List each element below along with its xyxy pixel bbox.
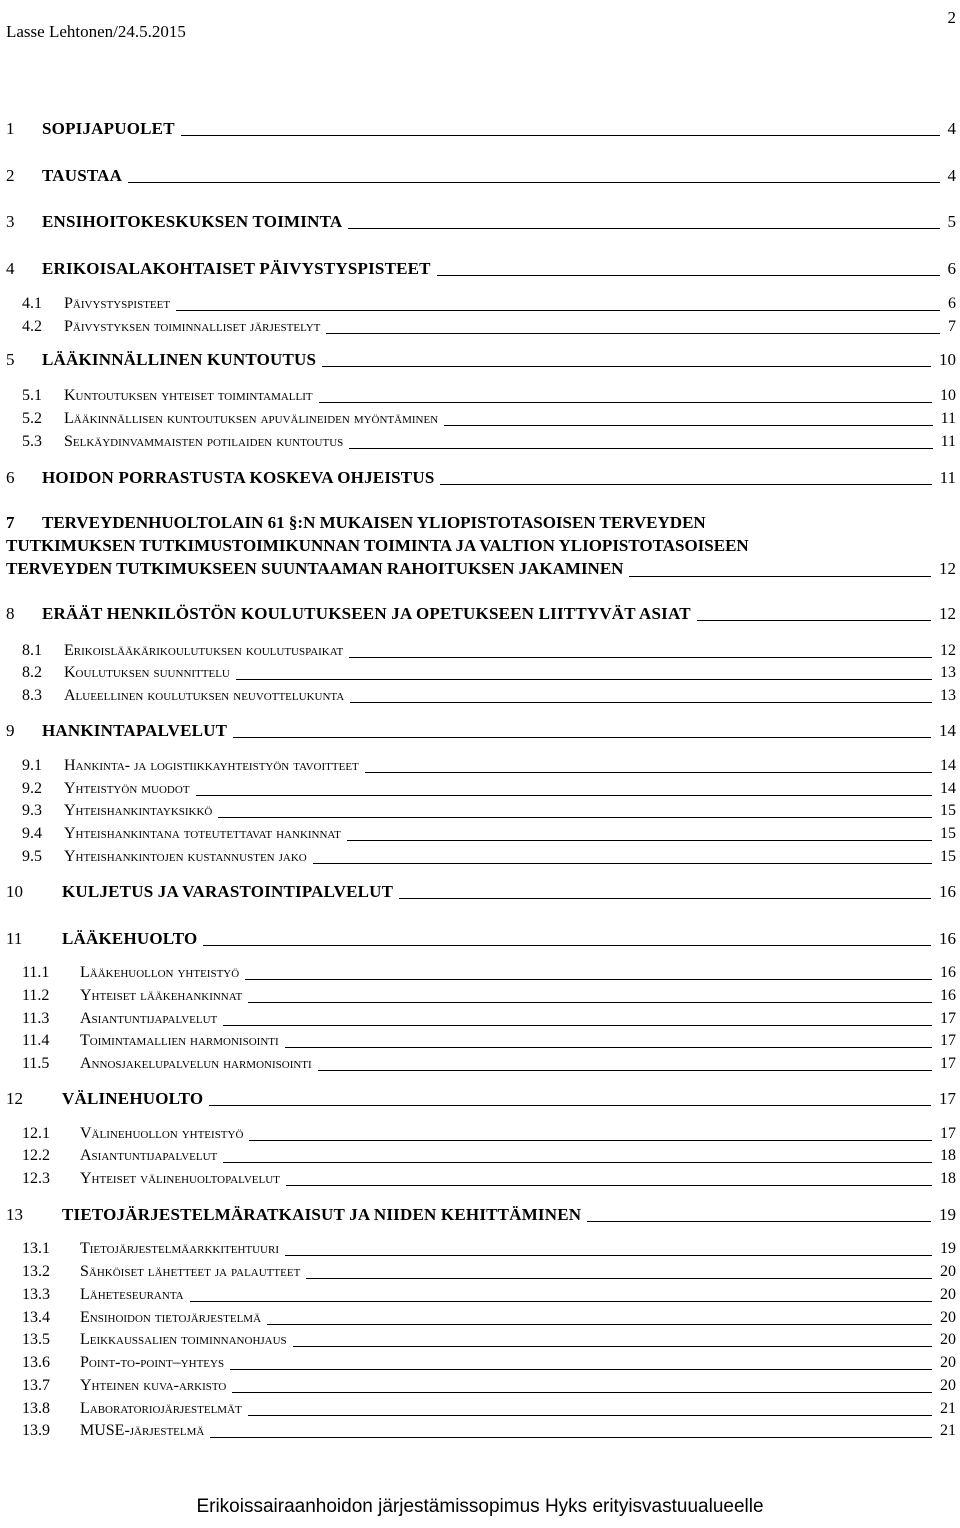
toc-page: 13 [940, 687, 956, 704]
toc-title: LÄÄKINNÄLLINEN KUNTOUTUS [42, 350, 317, 369]
toc-page: 20 [940, 1377, 956, 1394]
toc-entry-11-2[interactable] [6, 986, 956, 1006]
toc-title: Yhteishankintojen kustannusten jako [64, 848, 307, 865]
toc-entry-5[interactable] [6, 350, 956, 370]
toc-entry-10[interactable] [6, 882, 956, 902]
toc-number: 8 [6, 604, 15, 623]
toc-entry-2[interactable] [6, 166, 956, 186]
toc-number: 12 [6, 1089, 23, 1108]
toc-entry-5-3[interactable] [6, 432, 956, 452]
toc-entry-7-line-2 [6, 534, 956, 557]
toc-entry-13-2[interactable] [6, 1262, 956, 1282]
toc-number: 9.3 [22, 802, 42, 819]
toc-title: Lääkinnällisen kuntoutuksen apuvälineiden myöntäminen [64, 410, 439, 427]
toc-leader [348, 228, 939, 229]
toc-leader [267, 1324, 932, 1325]
toc-title: Tietojärjestelmäarkkitehtuuri [80, 1240, 280, 1257]
toc-page: 11 [940, 433, 956, 450]
toc-leader [322, 366, 931, 367]
toc-title: Selkäydinvammaisten potilaiden kuntoutus [64, 433, 344, 450]
toc-page: 19 [939, 1205, 956, 1224]
toc-leader [293, 1346, 932, 1347]
toc-page: 18 [940, 1170, 956, 1187]
toc-entry-8[interactable] [6, 604, 956, 624]
toc-title: Point-to-point–yhteys [80, 1354, 225, 1371]
toc-entry-7-line-3 [6, 557, 956, 580]
toc-leader [306, 1278, 932, 1279]
toc-title: Yhteistyön muodot [64, 780, 190, 797]
toc-entry-11[interactable] [6, 929, 956, 949]
toc-title: Alueellinen koulutuksen neuvottelukunta [64, 687, 345, 704]
toc-page: 14 [940, 757, 956, 774]
toc-number: 5.1 [22, 387, 42, 404]
toc-title: Läheteseuranta [80, 1286, 184, 1303]
toc-leader [128, 182, 939, 183]
toc-leader [190, 1301, 932, 1302]
toc-entry-13[interactable] [6, 1205, 956, 1225]
toc-page: 17 [940, 1032, 956, 1049]
toc-title: Välinehuollon yhteistyö [80, 1125, 244, 1142]
toc-page: 12 [939, 604, 956, 623]
toc-leader [218, 817, 932, 818]
toc-leader [196, 795, 932, 796]
toc-leader [203, 945, 931, 946]
toc-leader [233, 737, 931, 738]
toc-entry-12-2[interactable] [6, 1146, 956, 1166]
toc-leader [629, 576, 931, 577]
toc-title: Sähköiset lähetteet ja palautteet [80, 1263, 301, 1280]
toc-leader [249, 1140, 932, 1141]
toc-page: 14 [939, 721, 956, 740]
toc-page: 11 [939, 468, 956, 487]
toc-entry-9-1[interactable] [6, 756, 956, 776]
toc-title: KULJETUS JA VARASTOINTIPALVELUT [62, 882, 394, 901]
toc-leader [230, 1369, 932, 1370]
toc-leader [248, 1002, 932, 1003]
toc-page: 11 [940, 410, 956, 427]
toc-title: Koulutuksen suunnittelu [64, 664, 230, 681]
toc-page: 17 [939, 1089, 956, 1108]
toc-number: 9.2 [22, 780, 42, 797]
toc-title: TIETOJÄRJESTELMÄRATKAISUT JA NIIDEN KEHITTÄMINEN [62, 1205, 582, 1224]
toc-leader [286, 1185, 932, 1186]
toc-entry-12[interactable] [6, 1089, 956, 1109]
toc-page: 16 [939, 929, 956, 948]
toc-entry-13-5[interactable] [6, 1330, 956, 1350]
toc-title-line-3: TERVEYDEN TUTKIMUKSEEN SUUNTAAMAN RAHOITUKSEN JAKAMINEN [6, 559, 624, 578]
toc-title: Yhteiset lääkehankinnat [80, 987, 243, 1004]
toc-leader [399, 898, 931, 899]
toc-entry-9-5[interactable] [6, 847, 956, 867]
toc-title: LÄÄKEHUOLTO [62, 929, 198, 948]
toc-entry-13-3[interactable] [6, 1285, 956, 1305]
toc-leader [236, 679, 932, 680]
toc-leader [440, 484, 931, 485]
toc-leader [365, 772, 932, 773]
toc-number: 11.3 [22, 1010, 50, 1027]
toc-number: 5.2 [22, 410, 42, 427]
toc-page: 10 [939, 350, 956, 369]
toc-title: Toimintamallien harmonisointi [80, 1032, 279, 1049]
toc-number: 2 [6, 166, 15, 185]
toc-page: 13 [940, 664, 956, 681]
toc-leader [349, 657, 932, 658]
toc-title: Kuntoutuksen yhteiset toimintamallit [64, 387, 313, 404]
toc-page: 20 [940, 1286, 956, 1303]
toc-number: 7 [6, 513, 15, 532]
toc-number: 13.9 [22, 1422, 50, 1439]
toc-title: TAUSTAA [42, 166, 123, 185]
toc-leader [319, 402, 932, 403]
toc-page: 17 [940, 1055, 956, 1072]
toc-leader [347, 840, 932, 841]
toc-number: 9.5 [22, 848, 42, 865]
toc-title: Päivystyspisteet [64, 295, 171, 312]
toc-page: 15 [940, 848, 956, 865]
toc-title: Annosjakelupalvelun harmonisointi [80, 1055, 312, 1072]
toc-title: Yhteinen kuva-arkisto [80, 1377, 227, 1394]
toc-page: 14 [940, 780, 956, 797]
document-author-date: Lasse Lehtonen/24.5.2015 [6, 22, 186, 41]
toc-entry-11-3[interactable] [6, 1009, 956, 1029]
toc-entry-1[interactable] [6, 119, 956, 139]
toc-number: 13.2 [22, 1263, 50, 1280]
toc-leader [350, 702, 932, 703]
toc-leader [223, 1162, 932, 1163]
toc-title: SOPIJAPUOLET [42, 119, 175, 138]
toc-entry-8-3[interactable] [6, 686, 956, 706]
toc-page: 5 [947, 212, 956, 231]
toc-page: 17 [940, 1125, 956, 1142]
toc-leader [245, 979, 932, 980]
toc-page: 4 [947, 166, 956, 185]
toc-leader [318, 1070, 932, 1071]
toc-number: 8.1 [22, 642, 42, 659]
toc-entry-12-1[interactable] [6, 1124, 956, 1144]
toc-leader [444, 425, 932, 426]
toc-number: 5 [6, 350, 15, 369]
toc-number: 11.1 [22, 964, 50, 981]
toc-page: 6 [947, 259, 956, 278]
toc-entry-9-4[interactable] [6, 824, 956, 844]
toc-entry-4[interactable] [6, 259, 956, 279]
toc-entry-7-line-1 [6, 511, 956, 534]
toc-title: HOIDON PORRASTUSTA KOSKEVA OHJEISTUS [42, 468, 435, 487]
toc-page: 4 [947, 119, 956, 138]
toc-number: 13.3 [22, 1286, 50, 1303]
toc-title: Yhteishankintana toteutettavat hankinnat [64, 825, 341, 842]
toc-number: 8.2 [22, 664, 42, 681]
toc-entry-8-2[interactable] [6, 663, 956, 683]
toc-title: VÄLINEHUOLTO [62, 1089, 204, 1108]
toc-entry-5-1[interactable] [6, 386, 956, 406]
toc-entry-9-3[interactable] [6, 801, 956, 821]
toc-entry-11-1[interactable] [6, 963, 956, 983]
toc-page: 17 [940, 1010, 956, 1027]
toc-entry-4-2[interactable] [6, 317, 956, 337]
toc-entry-5-2[interactable] [6, 409, 956, 429]
toc-number: 13.1 [22, 1240, 50, 1257]
toc-title: Lääkehuollon yhteistyö [80, 964, 240, 981]
toc-title: Asiantuntijapalvelut [80, 1147, 218, 1164]
toc-entry-13-1[interactable] [6, 1239, 956, 1259]
toc-number: 4.1 [22, 295, 42, 312]
toc-leader [587, 1221, 931, 1222]
toc-title: Laboratoriojärjestelmät [80, 1400, 242, 1417]
toc-entry-13-4[interactable] [6, 1308, 956, 1328]
toc-page: 7 [948, 318, 956, 335]
toc-entry-13-6[interactable] [6, 1353, 956, 1373]
toc-entry-4-1[interactable] [6, 294, 956, 314]
toc-leader [313, 863, 932, 864]
toc-page: 20 [940, 1331, 956, 1348]
toc-leader [176, 310, 940, 311]
toc-title: Erikoislääkärikoulutuksen koulutuspaikat [64, 642, 344, 659]
toc-title: Yhteiset välinehuoltopalvelut [80, 1170, 280, 1187]
toc-leader [285, 1047, 932, 1048]
page-header [6, 8, 956, 44]
toc-page: 18 [940, 1147, 956, 1164]
toc-number: 4 [6, 259, 15, 278]
toc-number: 8.3 [22, 687, 42, 704]
toc-entry-13-9[interactable] [6, 1421, 956, 1441]
toc-entry-9[interactable] [6, 721, 956, 741]
toc-page: 20 [940, 1354, 956, 1371]
toc-page: 15 [940, 825, 956, 842]
toc-number: 12.3 [22, 1170, 50, 1187]
toc-entry-13-7[interactable] [6, 1376, 956, 1396]
toc-title: Asiantuntijapalvelut [80, 1010, 218, 1027]
toc-entry-6[interactable] [6, 468, 956, 488]
toc-number: 13.4 [22, 1309, 50, 1326]
toc-entry-13-8[interactable] [6, 1399, 956, 1419]
toc-title: MUSE-järjestelmä [80, 1422, 205, 1439]
toc-page: 20 [940, 1263, 956, 1280]
toc-page: 12 [940, 642, 956, 659]
toc-title-line-1: TERVEYDENHUOLTOLAIN 61 §:N MUKAISEN YLIOPISTOTASOISEN TERVEYDEN [42, 513, 706, 532]
toc-page: 10 [940, 387, 956, 404]
toc-page: 21 [940, 1400, 956, 1417]
toc-number: 12.1 [22, 1125, 50, 1142]
toc-entry-7[interactable] [6, 511, 956, 580]
toc-leader [697, 620, 931, 621]
toc-title: HANKINTAPALVELUT [42, 721, 228, 740]
toc-number: 9.1 [22, 757, 42, 774]
toc-title: Leikkaussalien toiminnanohjaus [80, 1331, 287, 1348]
toc-entry-12-3[interactable] [6, 1169, 956, 1189]
toc-number: 4.2 [22, 318, 42, 335]
toc-number: 13.6 [22, 1354, 50, 1371]
toc-entry-8-1[interactable] [6, 641, 956, 661]
toc-number: 5.3 [22, 433, 42, 450]
toc-number: 11.2 [22, 987, 50, 1004]
toc-leader [349, 448, 932, 449]
toc-leader [223, 1025, 932, 1026]
toc-number: 13 [6, 1205, 23, 1224]
toc-title: ERÄÄT HENKILÖSTÖN KOULUTUKSEEN JA OPETUKSEEN LIITTYVÄT ASIAT [42, 604, 691, 623]
toc-number: 11.4 [22, 1032, 50, 1049]
toc-title: Ensihoidon tietojärjestelmä [80, 1309, 262, 1326]
toc-leader [209, 1105, 931, 1106]
toc-leader [181, 135, 940, 136]
toc-page: 15 [940, 802, 956, 819]
toc-title: Hankinta- ja logistiikkayhteistyön tavoitteet [64, 757, 359, 774]
toc-entry-9-2[interactable] [6, 779, 956, 799]
toc-number: 13.7 [22, 1377, 50, 1394]
toc-number: 11 [6, 929, 23, 948]
toc-page: 20 [940, 1309, 956, 1326]
toc-number: 12.2 [22, 1147, 50, 1164]
toc-number: 1 [6, 119, 15, 138]
toc-page: 19 [940, 1240, 956, 1257]
toc-entry-11-5[interactable] [6, 1054, 956, 1074]
toc-leader [248, 1415, 932, 1416]
toc-title: Yhteishankintayksikkö [64, 802, 213, 819]
toc-title-line-2: TUTKIMUKSEN TUTKIMUSTOIMIKUNNAN TOIMINTA JA VALTION YLIOPISTOTASOISEEN [6, 536, 749, 555]
toc-page: 6 [948, 295, 956, 312]
toc-number: 3 [6, 212, 15, 231]
toc-page: 21 [940, 1422, 956, 1439]
toc-page: 16 [940, 964, 956, 981]
toc-title: ERIKOISALAKOHTAISET PÄIVYSTYSPISTEET [42, 259, 431, 278]
toc-page: 12 [939, 559, 956, 578]
toc-entry-3[interactable] [6, 212, 956, 232]
page-footer: Erikoissairaanhoidon järjestämissopimus Hyks erityisvastuualueelle [196, 1496, 764, 1517]
toc-leader [232, 1392, 932, 1393]
page-number: 2 [947, 8, 956, 27]
toc-number: 9.4 [22, 825, 42, 842]
toc-title: Päivystyksen toiminnalliset järjestelyt [64, 318, 321, 335]
toc-entry-11-4[interactable] [6, 1031, 956, 1051]
toc-leader [285, 1255, 932, 1256]
toc-leader [326, 333, 940, 334]
toc-page: 16 [939, 882, 956, 901]
toc-number: 6 [6, 468, 15, 487]
toc-leader [210, 1437, 932, 1438]
toc-leader [437, 275, 940, 276]
toc-number: 10 [6, 882, 23, 901]
toc-number: 13.8 [22, 1400, 50, 1417]
toc-title: ENSIHOITOKESKUKSEN TOIMINTA [42, 212, 343, 231]
toc-page: 16 [940, 987, 956, 1004]
toc-number: 13.5 [22, 1331, 50, 1348]
toc-number: 9 [6, 721, 15, 740]
toc-number: 11.5 [22, 1055, 50, 1072]
